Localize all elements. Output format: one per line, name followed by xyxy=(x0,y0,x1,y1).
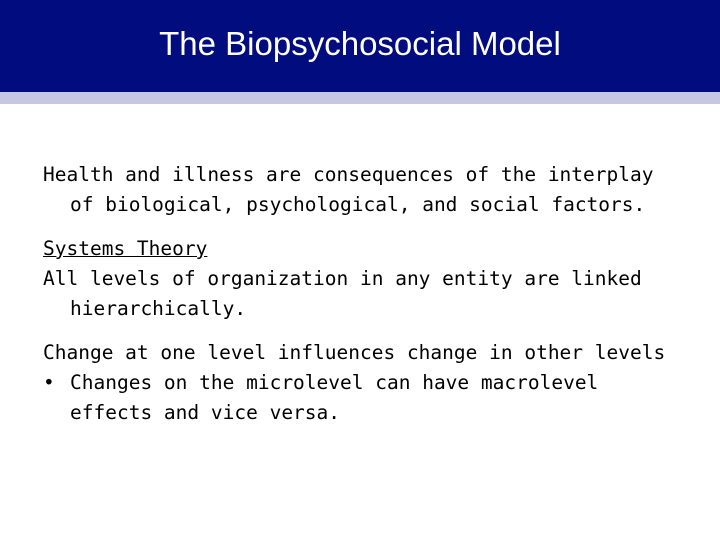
paragraph-health-illness: Health and illness are consequences of the interplay of biological, psychological, and social factors. xyxy=(43,163,654,216)
bullet-text-micro-macro: Changes on the microlevel can have macrolevel effects and vice versa. xyxy=(70,371,599,424)
title-bar xyxy=(0,0,720,92)
accent-band xyxy=(0,92,720,104)
spacer xyxy=(43,324,683,338)
spacer xyxy=(43,220,683,234)
systems-theory-heading: Systems Theory xyxy=(43,237,208,260)
slide-title: The Biopsychosocial Model xyxy=(159,25,561,62)
paragraph-change-at-one-level: Change at one level influences change in other levels xyxy=(43,341,666,364)
paragraph-levels-of-organization: All levels of organization in any entity are linked hierarchically. xyxy=(43,267,642,320)
bullet-item xyxy=(43,368,683,428)
bullet-dot-icon: • xyxy=(43,371,55,394)
slide-body xyxy=(43,160,683,428)
